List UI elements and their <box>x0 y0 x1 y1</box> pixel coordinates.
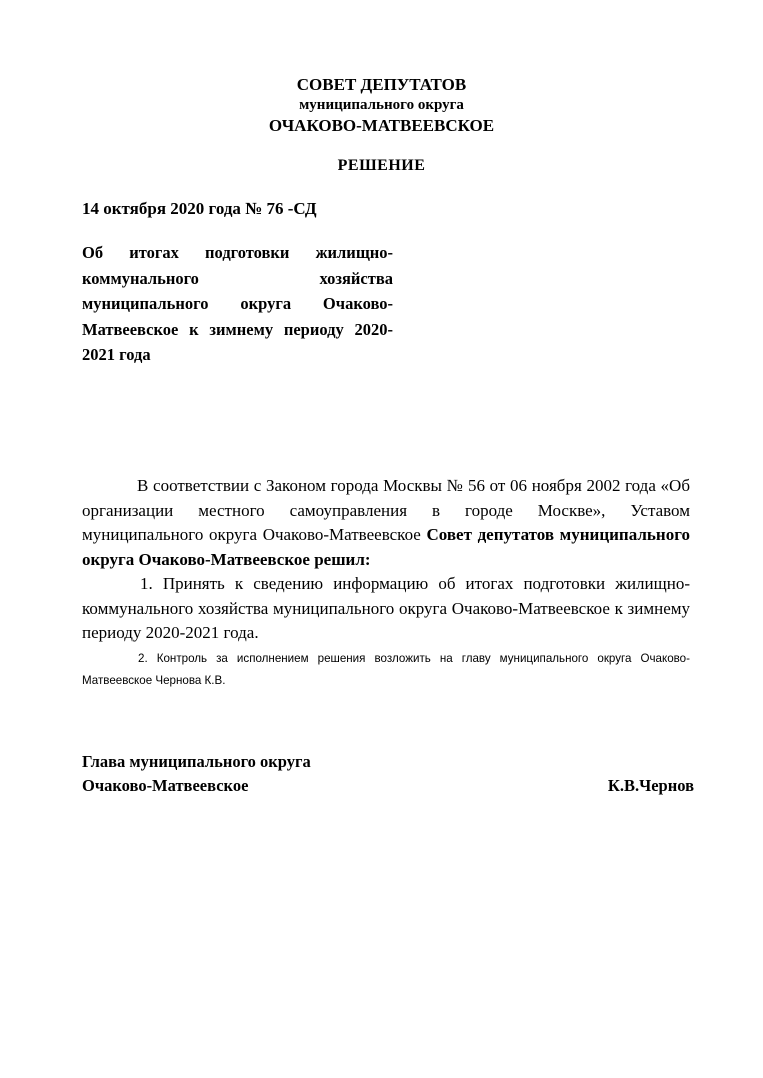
council-name: СОВЕТ ДЕПУТАТОВ <box>296 75 467 94</box>
intro-paragraph <box>82 474 690 572</box>
signature-block <box>82 750 694 798</box>
decision-title: РЕШЕНИЕ <box>337 157 426 174</box>
signature-title-line2: Очаково-Матвеевское <box>82 776 249 795</box>
decision-body <box>82 474 690 692</box>
decision-subject: Об итогах подготовки жилищно-коммунального хозяйства муниципального округа Очаково-Матвеевское к зимнему периоду 2020-2021 года <box>82 243 393 364</box>
item-1: 1. Принять к сведению информацию об итогах подготовки жилищно-коммунального хозяйства муниципального округа Очаково-Матвеевское к зимнему периоду 2020-2021 года. <box>82 574 690 642</box>
signature-row <box>82 774 694 798</box>
signatory-name: К.В.Чернов <box>607 776 694 795</box>
signature-title-line1: Глава муниципального округа <box>82 752 311 771</box>
council-subtitle: муниципального округа <box>299 97 464 113</box>
decision-date-number: 14 октября 2020 года № 76 -СД <box>82 199 317 218</box>
document-header <box>0 74 763 137</box>
intro-text: В соответствии с Законом города Москвы № 56 от 06 ноября 2002 года «Об организации местного самоуправления в городе Москве», Уставом муниципального округа Очаково-Матвеевское <box>82 476 690 544</box>
item-2: 2. Контроль за исполнением решения возложить на главу муниципального округа Очаково-Матвеевское Чернова К.В. <box>82 651 690 687</box>
district-name: ОЧАКОВО-МАТВЕЕВСКОЕ <box>268 116 495 135</box>
intro-resolution: Совет депутатов муниципального округа Очаково-Матвеевское решил: <box>82 525 690 569</box>
